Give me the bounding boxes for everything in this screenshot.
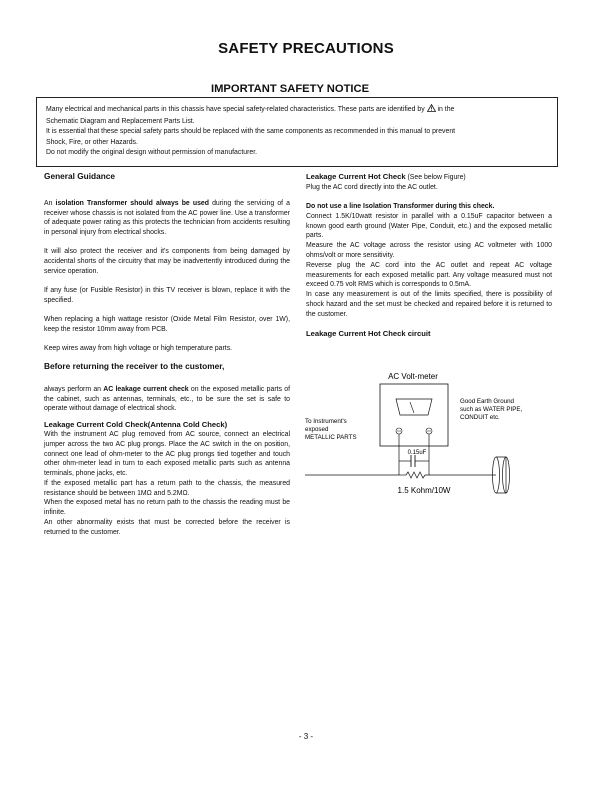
return-path-paragraph: If the exposed metallic part has a return path to the chassis, the measured resistance should be between 1MΩ and 5.2MΩ. [44,479,290,497]
measure-paragraph: Measure the AC voltage across the resistor using AC voltmeter with 1000 ohms/volt or more sensitivity. [306,242,552,259]
notice-line-3: It is essential that these special safety parts should be replaced with the same components as recommended in this manual to prevent [46,128,456,136]
earth-pipe-icon [496,457,506,493]
instrument-label-3: METALLIC PARTS [305,434,357,441]
before-returning-heading: Before returning the receiver to the customer, [44,360,225,371]
notice-line-1-end: in the [437,106,455,113]
cold-check-paragraph: With the instrument AC plug removed from AC source, connect an electrical jumper across the two AC plug prongs. Place the AC switch in the on position, connect one lead of ohm-meter to the AC plug prongs tied together and touch other ohm-meter lead in turn to each exposed metallic parts such as antenna terminals, phone jacks, etc. [44,430,290,478]
abnormality-paragraph: An other abnormality exists that must be corrected before the receiver is returned to the customer. [44,519,290,536]
plug-paragraph: Plug the AC cord directly into the AC outlet. [306,183,438,191]
notice-line-5: Do not modify the original design without permission of manufacturer. [46,149,258,157]
hot-check-circuit-heading: Leakage Current Hot Check circuit [306,328,431,338]
isolation-paragraph [44,199,290,238]
text-span: (See below Figure) [405,174,466,181]
ground-label-1: Good Earth Ground [460,398,515,405]
notice-line-1-text: Many electrical and mechanical parts in this chassis have special safety-related characteristics. These parts are identified by [46,106,425,113]
protect-paragraph: It will also protect the receiver and it's components from being damaged by accidental shorts of the circuitry that may be inadvertently introduced during the service operation. [44,248,290,275]
capacitor-label: 0.15uF [407,450,427,456]
left-column [44,172,290,538]
ground-label-3: CONDUIT etc. [460,414,500,421]
warning-triangle-icon [427,104,436,117]
fuse-paragraph: If any fuse (or Fusible Resistor) in this TV receiver is blown, replace it with the specified. [44,287,290,304]
hot-check-heading [306,172,552,183]
instrument-label-2: exposed [305,426,329,433]
safety-notice-text [46,104,552,159]
right-column [306,172,552,338]
bold-span: AC leakage current check [103,385,189,393]
instrument-label-1: To Instrument's [305,418,347,425]
page-title: SAFETY PRECAUTIONS [218,40,394,57]
text-span: always perform an [44,385,104,393]
no-return-path-paragraph: When the exposed metal has no return path to the chassis the reading must be infinite. [44,499,290,517]
page-number: - 3 - [298,732,314,741]
resistor-label: 1.5 Kohm/10W [397,486,451,495]
no-isolation-paragraph: Do not use a line Isolation Transformer during this check. [306,202,495,210]
text-span: on the exposed metallic parts of the cabinet, such as antennas, terminals, etc., to be sure the set is safe to operate without damage of electrical shock. [44,385,290,413]
general-guidance-heading: General Guidance [44,171,116,181]
ground-label-2: such as WATER PIPE, [460,406,523,413]
cold-check-heading: Leakage Current Cold Check(Antenna Cold Check) [44,420,228,430]
meter-needle [410,402,414,413]
connect-paragraph: Connect 1.5K/10watt resistor in parallel with a 0.15uF capacitor between a known good earth ground (Water Pipe, Conduit, etc.) and the exposed metallic parts. [306,212,552,240]
resistor-paragraph: When replacing a high wattage resistor (Oxide Metal Film Resistor, over 1W), keep the resistor 10mm away from PCB. [44,316,290,333]
bold-span: isolation Transformer should always be used [55,199,209,207]
hot-check-circuit-diagram [300,365,560,505]
meter-label: AC Volt-meter [388,372,438,381]
reverse-plug-paragraph: Reverse plug the AC cord into the AC outlet and repeat AC voltage measurements for each exposed metallic part. Any voltage measured must not exceed 0.75 volt RMS which is corresponds to 0.5mA. [306,261,552,289]
bold-span: Leakage Current Hot Check [306,172,406,181]
notice-line-4: Shock, Fire, or other Hazards. [46,138,138,146]
notice-line-2: Schematic Diagram and Replacement Parts List. [46,117,195,125]
resistor-zigzag [406,472,425,478]
out-of-limits-paragraph: In case any measurement is out of the limits specified, there is possibility of shock hazard and the set must be checked and repaired before it is returned to the customer. [306,291,552,318]
wires-paragraph: Keep wires away from high voltage or high temperature parts. [44,345,233,353]
text-span: during the servicing of a receiver whose chassis is not isolated from the AC power line. Use a transformer of adequate power rating as this protects the technician from accidents resulting in personal injury from electrical shocks. [44,199,291,237]
text-span: An [44,199,56,207]
leakage-check-paragraph [44,385,290,414]
safety-notice-heading: IMPORTANT SAFETY NOTICE [203,83,377,95]
notice-line-1 [46,104,552,117]
